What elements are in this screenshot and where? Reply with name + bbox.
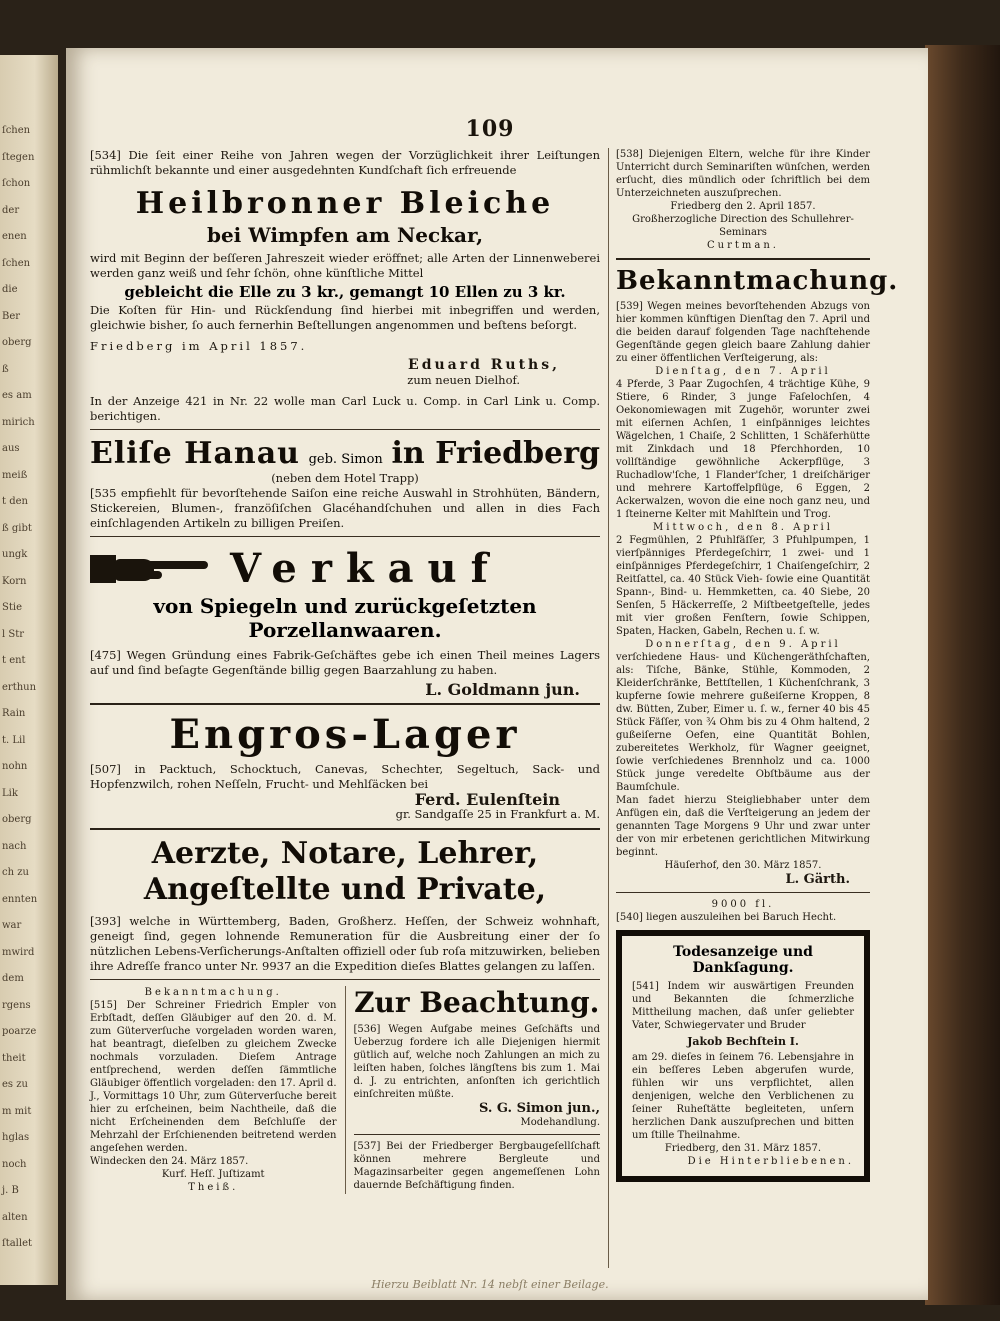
ad-515-office: Kurf. Heſſ. Juſtizamt [161,1169,265,1180]
ad-540 [616,898,870,924]
bottom-split [90,986,600,1194]
divider [90,703,600,705]
ad-539-day2: Mittwoch, den 8. April [653,522,833,533]
book-cover-edge [925,45,1000,1305]
left-page-fragment: ſchen [2,125,31,136]
ad-535-address: (neben dem Hotel Trapp) [271,471,419,485]
ad-393-title: Aerzte, Notare, Lehrer, Angeſtellte und Private, [143,836,547,907]
left-page-fragment: es zu [2,1079,28,1091]
ad-539-day2-body: 2 Fegmühlen, 2 Pfuhlfäſſer, 3 Pfuhlpumpen, 1 vierſpänniges Pferdegeſchirr, 1 zwei- und 1 einſpänniges Pferdegeſchirr, 1 Chaiſengeſchirr, 2 Reitſattel, ca. 40 Stück Vieh- ſowie eine Quantität Spann-, Bind- u. Hemmketten, ca. 40 Siebe, 20 Senſen, 5 Häckerreſſe, 2 Miſtbeetgeſtelle, jedes mit vier großen Fenſtern, ſowie Schippen, Spaten, Hacken, Gabeln, Rechen u. ſ. w. [616,535,870,637]
left-page-fragment: ß gibt [2,522,32,534]
ad-536-title: Zur Beachtung. [354,986,600,1019]
left-page-fragment: Ber [2,310,21,322]
ad-475-body: [475] Wegen Gründung eines Fabrik-Geſchäftes gebe ich einen Theil meines Lagers auf und ſind beſagte Gegenſtände billig gegen Baarzahlung zu haben. [90,648,600,677]
left-page-fragment: alten [2,1211,28,1223]
left-page-fragment: poarze [2,1026,37,1038]
ad-475-title: Verkauf [230,545,502,592]
left-page-fragment: Lik [2,787,18,799]
ad-507-title: Engros-Lager [169,711,521,758]
ad-540-amount: 9000 fl. [711,899,775,910]
divider [90,979,600,980]
left-page-fragment: j. B [2,1185,19,1197]
left-page-fragment: nach [2,840,27,852]
ad-534-note: In der Anzeige 421 in Nr. 22 wolle man Carl Luck u. Comp. in Carl Link u. Comp. berichtigen. [90,394,600,423]
ad-475-subtitle: von Spiegeln und zurückgeſetzten Porzellanwaaren. [153,594,537,642]
left-facing-page [0,55,58,1285]
left-page-fragment: es am [2,390,32,402]
ad-515-signer: Theiß. [188,1182,239,1193]
ad-541-body1: [541] Indem wir auswärtigen Freunden und Bekannten die ſchmerzliche Mittheilung machen, daß unſer geliebter Vater, Schwiegervater und Bruder [632,981,854,1031]
left-page-fragment: der [2,204,20,216]
divider [354,1134,601,1135]
left-page-fragment: t den [2,496,28,508]
ad-534-intro: [534] Die ſeit einer Reihe von Jahren wegen der Vorzüglichkeit ihrer Leiſtungen rühmlichſt bekannte und einer ausgedehnten Kundſchaft ſich erfreuende [90,148,600,177]
ad-538 [616,148,870,252]
left-page-fragment: m mit [2,1105,32,1117]
ad-534-subtitle: bei Wimpfen am Neckar, [206,223,484,247]
ad-541-signer: Die Hinterbliebenen. [687,1156,854,1167]
ad-538-signer: Curtman. [707,240,779,251]
left-column [90,148,600,1194]
left-page-fragment: die [2,284,18,296]
ad-541-title: Todesanzeige und Dankſagung. [673,944,813,976]
left-page-fragment: ennten [2,893,38,905]
left-page-fragment: meiß [2,469,28,481]
column-divider [608,148,609,1268]
left-page-fragment: dem [2,973,24,985]
right-column [616,148,899,1182]
ad-535-city: in Friedberg [391,436,600,471]
ad-539 [616,266,899,887]
ad-538-body: [538] Diejenigen Eltern, welche für ihre Kinder Unterricht durch Seminariſten wünſchen, werden erſucht, dies mündlich oder ſchriftlich bei dem Unterzeichneten auszuſprechen. [616,149,870,199]
left-page-fragment: mirich [2,416,35,428]
ad-534-price: gebleicht die Elle zu 3 kr., gemangt 10 Ellen zu 3 kr. [124,283,566,301]
ad-538-place: Friedberg den 2. April 1857. [670,201,816,212]
ad-534-body1: wird mit Beginn der beſſeren Jahreszeit wieder eröffnet; alle Arten der Linnenweberei werden ganz weiß und ſehr ſchön, ohne künſtliche Mittel [90,251,600,280]
ad-393 [90,836,600,974]
divider [616,892,870,893]
left-page-fragment: aus [2,443,20,455]
ad-475 [90,545,600,697]
newspaper-page [66,48,928,1300]
ad-507-signer: Ferd. Eulenſtein [414,790,560,809]
left-page-fragment: ungk [2,549,28,561]
left-page-fragment: Korn [2,575,27,587]
ad-534-signer: Eduard Ruths, [408,357,560,373]
left-page-fragment: ſtallet [2,1238,33,1250]
ad-539-intro: [539] Wegen meines bevorſtehenden Abzugs von hier kommen künftigen Dienſtag den 7. April und die beiden darauf folgenden Tage nachſtehende Gegenſtände gegen gleich baare Zahlung dahier zu einer öffentlichen Verſteigerung, als: [616,301,870,364]
left-page-fragment: t ent [2,655,26,667]
ad-507-address: gr. Sandgaſſe 25 in Frankfurt a. M. [395,807,600,821]
ad-539-day3-body: verſchiedene Haus- und Küchengeräthſchaften, als: Tiſche, Bänke, Stühle, Kommoden, 2 Kleiderſchränke, Bettſtellen, 1 Küchenſchrank, 3 kupferne ſowie mehrere gußeiſerne Kroppen, 8 dw. Bütten, Zuber, Eimer u. ſ. w., ferner 40 bis 45 Stück Fäſſer, von ¾ Ohm bis zu 4 Ohm haltend, 2 gußeiſerne Oefen, eine Quantität Bohlen, zubereitetes Werkholz, für Wagner geeignet, ſowie verſchiedenes Brennholz und ca. 1000 Stück junge veredelte Obſtbäume aus der Baumſchule. [616,652,870,793]
ad-515-body: [515] Der Schreiner Friedrich Empler von Erbſtadt, deſſen Gläubiger auf den 20. d. M. zum Güterverſuche vorgeladen worden waren, hat beantragt, dieſelben zu gleichem Zwecke nochmals vorzuladen. Dieſem Antrage entſprechend, werden deſſen ſämmtliche Gläubiger öffentlich vorgeladen: den 17. April d. J., Vormittags 10 Uhr, zum Güterverſuche bereit hier zu erſcheinen, beim Nachtheile, daß die nicht Erſcheinenden dem Beſchluſſe der Mehrzahl der Erſchienenden beitretend werden angeſehen werden. [90,1000,337,1154]
ad-541-name: Jakob Bechſtein I. [687,1035,799,1048]
left-page-fragment: ſchon [2,178,31,190]
ad-540-body: [540] liegen auszuleihen bei Baruch Hecht. [616,912,837,923]
left-page-fragment: nohn [2,761,28,773]
ad-536-signer: S. G. Simon jun., [478,1101,600,1116]
left-page-fragment: enen [2,231,27,243]
left-page-fragment: theit [2,1052,26,1064]
left-page-fragment: hglas [2,1132,30,1144]
ad-393-body: [393] welche in Württemberg, Baden, Großherz. Heſſen, der Schweiz wohnhaft, geneigt ſind, gegen lohnende Remuneration für die Ausbreitung einer der ſo nützlichen Lebens-Verſicherungs-Anſtalten offiziell oder ſub roſa mitzuwirken, belieben ihre Adreſſe franco unter Nr. 9937 an die Expedition dieſes Blattes gelangen zu laſſen. [90,914,600,973]
left-page-fragment: ß [2,363,9,375]
ad-539-day1-body: 4 Pferde, 3 Paar Zugochſen, 4 trächtige Kühe, 9 Stiere, 6 Rinder, 3 junge Faſelochſen, 4 Oekonomiewagen mit Zugehör, worunter zwei mit eiſernen Achſen, 1 einſpänniges leichtes Wägelchen, 1 Chaiſe, 2 Schlitten, 1 Schäferhütte mit Zinkdach und 18 Pferchhorden, 10 vollſtändige gewöhnliche Ackerpflüge, 3 Ruchadlow'ſche, 1 Flander'ſcher, 1 dreiſchäriger und mehrere Kartoffelpflüge, 6 Eggen, 2 Ackerwalzen, wovon die eine noch ganz neu, und 1 ſteinerne Kelter mit Mahlſtein und Trog. [616,379,870,520]
left-page-fragment: noch [2,1158,27,1170]
divider [90,828,600,830]
left-page-fragment: l Str [2,628,25,640]
ad-537-body: [537] Bei der Friedberger Bergbaugeſellſchaft können mehrere Bergleute und Magazinsarbeiter gegen angemeſſenen Lohn dauernde Beſchäftigung finden. [353,1141,600,1191]
divider [90,429,600,430]
left-page-fragment: oberg [2,814,32,826]
ad-535-geb: geb. Simon [308,452,383,467]
left-page-fragment: erthun [2,681,37,693]
ad-541-body2: am 29. dieſes in ſeinem 76. Lebensjahre in ein beſſeres Leben abgerufen wurde, fühlen wir uns verpflichtet, allen denjenigen, welche den Verblichenen zu ſeiner Ruheſtätte begleiteten, unſern herzlichen Dank auszuſprechen und bitten um ſtille Theilnahme. [632,1052,854,1141]
ad-515 [90,986,346,1194]
ad-515-place: Windecken den 24. März 1857. [90,1156,249,1167]
ad-541-place: Friedberg, den 31. März 1857. [664,1143,822,1154]
ad-539-day1: Dienſtag, den 7. April [655,366,831,377]
ad-535-body: [535 empfiehlt für bevorſtehende Saiſon eine reiche Auswahl in Strohhüten, Bändern, Stickereien, Blumen-, franzöſiſchen Glacéhandſchuhen und allen in dies Fach einſchlagenden Artikeln zu billigen Preiſen. [90,486,600,530]
ad-536-signer-sub: Modehandlung. [520,1117,600,1128]
ad-534-signer-sub: zum neuen Dielhof. [407,373,520,387]
pointing-hand-icon [90,549,210,589]
ad-534-body2: Die Koſten für Hin- und Rückſendung ſind hierbei mit inbegriffen und werden, gleichwie bisher, ſo auch fernerhin Beſtellungen angenommen und beſtens beſorgt. [90,303,600,332]
ad-475-signer: L. Goldmann jun. [425,680,580,699]
left-page-fragment: mwird [2,946,35,958]
ad-539-signer: L. Gärth. [785,872,850,887]
ad-507 [90,711,600,822]
left-page-fragment: rgens [2,999,31,1011]
ad-534-title: Heilbronner Bleiche [135,186,555,221]
ad-539-day3: Donnerſtag, den 9. April [645,639,841,650]
left-page-fragment: t. Lil [2,734,26,746]
ad-539-title: Bekanntmachung. [616,266,899,296]
left-page-fragment: ſchen [2,257,31,269]
left-page-fragment: Rain [2,708,26,720]
ad-538-office: Großherzogliche Direction des Schullehrer-Seminars [632,214,854,238]
ad-507-body: [507] in Packtuch, Schocktuch, Canevas, Schechter, Segeltuch, Sack- und Hopfenzwilch, rohen Neſſeln, Frucht- und Mehlſäcken bei [90,762,600,791]
ad-539-place: Häuſerhof, den 30. März 1857. [664,860,822,871]
ad-535-name: Eliſe Hanau [90,436,300,471]
ad-534 [90,148,600,424]
ad-534-place: Friedberg im April 1857. [90,339,308,353]
ad-536-body: [536] Wegen Aufgabe meines Geſchäfts und Ueberzug fordere ich alle Diejenigen hiermit gütlich auf, welche noch Zahlungen an mich zu leiſten haben, ſolches längſtens bis zum 1. Mai d. J. zu entrichten, anſonſten ich gerichtlich einſchreiten müßte. [353,1024,600,1100]
left-page-fragment: war [2,920,22,932]
ad-541-death-notice [616,930,870,1182]
page-number: 109 [465,116,515,142]
divider [616,258,870,260]
footer-note: Hierzu Beiblatt Nr. 14 nebſt einer Beilage. [371,1278,609,1291]
left-page-fragment: ſtegen [2,151,35,163]
divider [90,536,600,537]
ad-535 [90,436,600,531]
ad-539-closing: Man fadet hierzu Steigliebhaber unter dem Anfügen ein, daß die Verſteigerung an jedem der genannten Tage Morgens 9 Uhr und zwar unter der von mir erbetenen gerichtlichen Mitwirkung beginnt. [616,795,870,858]
ad-536-537 [346,986,601,1194]
ad-515-title: Bekanntmachung. [144,987,282,998]
left-page-fragment: oberg [2,337,32,349]
left-page-fragment: ch zu [2,867,29,879]
left-page-fragment: Stie [2,602,22,614]
